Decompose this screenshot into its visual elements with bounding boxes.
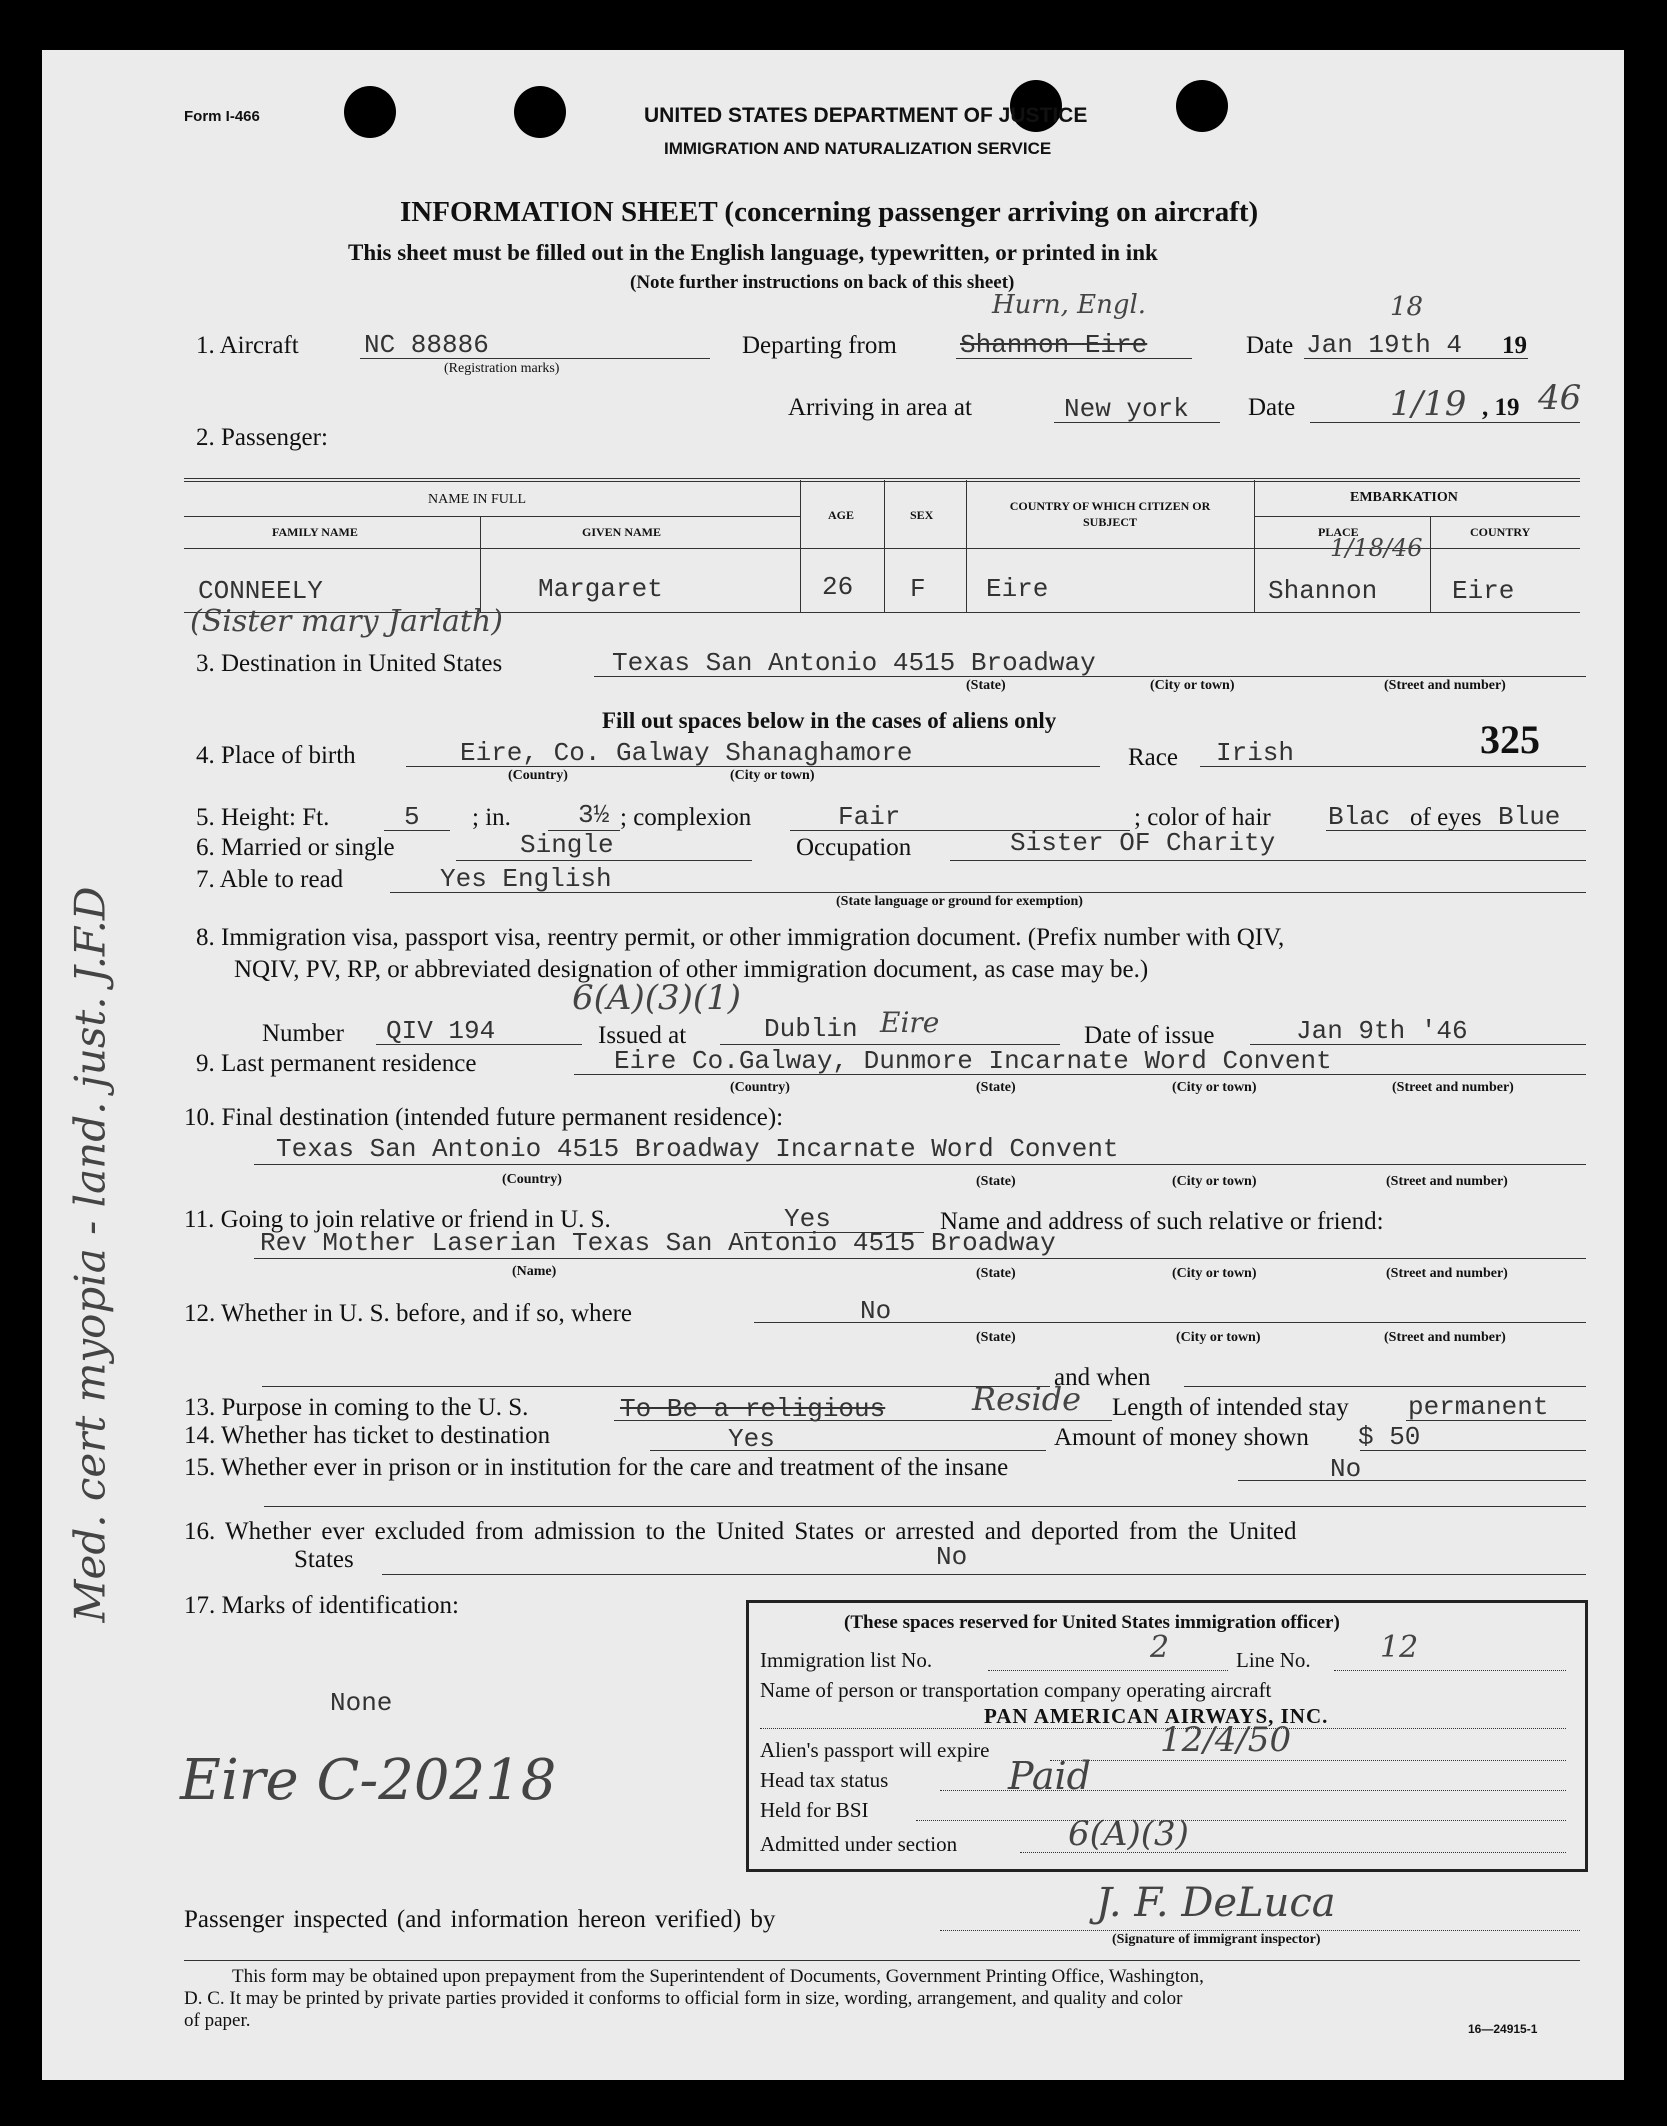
embark-place-header: PLACE — [1318, 525, 1359, 539]
given-name-value: Margaret — [538, 574, 663, 604]
head-tax-label: Head tax status — [760, 1768, 889, 1792]
date-of-issue-label: Date of issue — [1084, 1022, 1215, 1049]
depart-date-hand: 18 — [1390, 292, 1424, 322]
race-line — [1200, 766, 1586, 767]
citizenship-header: COUNTRY OF WHICH CITIZEN OR SUBJECT — [1009, 499, 1211, 529]
stay-value: permanent — [1408, 1392, 1549, 1422]
eyes-value: Blue — [1498, 802, 1561, 832]
visa-number-label: Number — [262, 1020, 344, 1047]
destination-value: Texas San Antonio 4515 Broadway — [612, 648, 1096, 678]
last-residence-line — [574, 1074, 1586, 1075]
family-name-value: CONNEELY — [198, 576, 323, 606]
hair-eyes-line — [1326, 830, 1586, 831]
head-tax-hand: Paid — [1008, 1754, 1091, 1798]
ticket-line — [650, 1450, 1046, 1451]
passenger-label: 2. Passenger: — [196, 424, 328, 451]
visa-section-hand: 6(A)(3)(1) — [572, 978, 742, 1018]
embark-place-value: Shannon — [1268, 576, 1378, 606]
admitted-section-label: Admitted under section — [760, 1832, 958, 1856]
religious-name-hand: (Sister mary Jarlath) — [190, 604, 503, 639]
issued-at-value: Dublin — [764, 1014, 858, 1044]
final-destination-label: 10. Final destination (intended future permanent residence): — [184, 1104, 784, 1131]
name-in-full-header: NAME IN FULL — [428, 492, 526, 507]
visa-number-value: QIV 194 — [386, 1016, 496, 1046]
able-to-read-label: 7. Able to read — [196, 866, 344, 893]
birthplace-country-caption: (Country) — [508, 768, 568, 783]
immigration-list-hand: 2 — [1150, 1630, 1170, 1665]
table-col-divider — [1430, 516, 1431, 612]
purpose-value: To Be a religious — [620, 1394, 886, 1424]
registration-caption: (Registration marks) — [444, 361, 560, 376]
inspector-caption: (Signature of immigrant inspector) — [1112, 1932, 1321, 1947]
line-no-label: Line No. — [1236, 1648, 1311, 1672]
birthplace-value: Eire, Co. Galway Shanaghamore — [460, 738, 913, 768]
punch-hole — [514, 86, 566, 138]
age-header: AGE — [828, 508, 855, 522]
embark-country-value: Eire — [1452, 576, 1515, 606]
form-title: INFORMATION SHEET (concerning passenger arriving on aircraft) — [400, 196, 1259, 228]
arrive-year-hand: 46 — [1538, 378, 1582, 418]
occupation-line — [950, 860, 1586, 861]
held-bsi-label: Held for BSI — [760, 1798, 869, 1822]
hair-label: ; color of hair — [1134, 804, 1271, 831]
final-destination-line — [254, 1164, 1586, 1165]
visa-number-line — [376, 1044, 582, 1045]
relative-state-caption: (State) — [976, 1266, 1016, 1281]
destination-state-caption: (State) — [966, 678, 1006, 693]
depart-date-label: Date — [1246, 332, 1294, 359]
table-col-divider — [480, 516, 481, 612]
relative-street-caption: (Street and number) — [1386, 1266, 1508, 1281]
depart-date-line — [1304, 358, 1528, 359]
previously-street-caption: (Street and number) — [1384, 1330, 1506, 1345]
last-residence-state-caption: (State) — [976, 1080, 1016, 1095]
marital-line — [456, 860, 752, 861]
marital-label: 6. Married or single — [196, 834, 395, 861]
embarkation-header: EMBARKATION — [1350, 490, 1458, 505]
aircraft-label: 1. Aircraft — [196, 332, 299, 359]
identification-label: 17. Marks of identification: — [184, 1592, 459, 1619]
held-bsi-line — [916, 1820, 1566, 1821]
last-residence-value: Eire Co.Galway, Dunmore Incarnate Word Convent — [614, 1046, 1332, 1076]
birthplace-line — [406, 766, 1100, 767]
sex-header: SEX — [910, 508, 934, 522]
head-tax-line — [940, 1790, 1566, 1791]
family-name-header: FAMILY NAME — [272, 525, 358, 539]
height-feet-line — [384, 830, 450, 831]
issued-at-label: Issued at — [598, 1022, 687, 1049]
birthplace-label: 4. Place of birth — [196, 742, 356, 769]
hair-value: Blac — [1328, 802, 1391, 832]
aliens-only-heading: Fill out spaces below in the cases of aliens only — [602, 708, 1057, 733]
arriving-line — [1054, 422, 1220, 423]
departing-line — [956, 358, 1192, 359]
arrive-date-label: Date — [1248, 394, 1296, 421]
money-value: $ 50 — [1358, 1422, 1421, 1452]
footer-line1: This form may be obtained upon prepayment from the Superintendent of Documents, Government Printing Office, Washington, — [232, 1966, 1204, 1987]
aircraft-value: NC 88886 — [364, 330, 489, 360]
stamped-number: 325 — [1480, 717, 1540, 762]
last-residence-city-caption: (City or town) — [1172, 1080, 1257, 1095]
embark-date-hand: 1/18/46 — [1330, 534, 1423, 562]
previously-state-caption: (State) — [976, 1330, 1016, 1345]
final-destination-city-caption: (City or town) — [1172, 1174, 1257, 1189]
date-of-issue-line — [1250, 1044, 1586, 1045]
inspector-signature-line — [940, 1930, 1580, 1931]
identification-hand: Eire C-20218 — [180, 1748, 557, 1813]
aircraft-line — [360, 358, 710, 359]
and-when-label: and when — [1054, 1364, 1151, 1391]
arrive-year-prefix: , 19 — [1482, 394, 1520, 421]
table-col-divider — [966, 480, 967, 612]
depart-year-prefix: 19 — [1502, 332, 1527, 359]
final-destination-state-caption: (State) — [976, 1174, 1016, 1189]
race-label: Race — [1128, 744, 1178, 771]
excluded-line — [382, 1574, 1586, 1575]
line-no-hand: 12 — [1380, 1630, 1419, 1665]
previously-in-us-value: No — [860, 1296, 892, 1326]
excluded-label-line1: 16. Whether ever excluded from admission to the United States or arrested and deported from the United — [184, 1518, 1297, 1545]
passport-expire-hand: 12/4/50 — [1160, 1720, 1292, 1760]
table-col-divider — [800, 480, 801, 612]
depart-date-value: Jan 19th 4 — [1306, 330, 1463, 360]
purpose-label: 13. Purpose in coming to the U. S. — [184, 1394, 529, 1421]
and-when-line — [1184, 1386, 1586, 1387]
departing-struck: Shannon Eire — [960, 330, 1148, 360]
arriving-value: New york — [1064, 394, 1189, 424]
stay-label: Length of intended stay — [1112, 1394, 1349, 1421]
punch-hole — [1176, 80, 1228, 132]
relative-value: Rev Mother Laserian Texas San Antonio 4515 Broadway — [260, 1228, 1056, 1258]
excluded-label-line2: States — [294, 1546, 354, 1573]
relative-line — [254, 1258, 1586, 1259]
complexion-value: Fair — [838, 802, 901, 832]
embark-country-header: COUNTRY — [1470, 525, 1531, 539]
officer-box-title: (These spaces reserved for United States immigration officer) — [844, 1612, 1340, 1633]
admitted-section-line — [1020, 1852, 1566, 1853]
last-residence-country-caption: (Country) — [730, 1080, 790, 1095]
table-subheader-rule — [184, 516, 800, 517]
previously-city-caption: (City or town) — [1176, 1330, 1261, 1345]
citizen-value: Eire — [986, 574, 1049, 604]
line-no-line — [1334, 1670, 1566, 1671]
passport-expire-line — [1050, 1760, 1566, 1761]
final-destination-value: Texas San Antonio 4515 Broadway Incarnate Word Convent — [276, 1134, 1119, 1164]
footer-rule — [184, 1960, 1580, 1961]
join-relative-value: Yes — [784, 1204, 831, 1234]
purpose-hand: Reside — [972, 1380, 1082, 1418]
inspected-label: Passenger inspected (and information hereon verified) by — [184, 1906, 776, 1933]
form-code: 16—24915-1 — [1468, 2022, 1538, 2036]
height-inches-label: ; in. — [472, 804, 511, 831]
final-destination-street-caption: (Street and number) — [1386, 1174, 1508, 1189]
relative-name-label: Name and address of such relative or friend: — [940, 1208, 1384, 1235]
final-destination-country-caption: (Country) — [502, 1172, 562, 1187]
destination-city-caption: (City or town) — [1150, 678, 1235, 693]
identification-value: None — [330, 1688, 393, 1718]
excluded-value: No — [936, 1542, 968, 1572]
company-stamp: PAN AMERICAN AIRWAYS, INC. — [984, 1704, 1329, 1728]
ticket-label: 14. Whether has ticket to destination — [184, 1422, 551, 1449]
age-value: 26 — [822, 572, 854, 602]
form-instruction: This sheet must be filled out in the English language, typewritten, or printed in ink — [348, 240, 1158, 265]
footer-line3: of paper. — [184, 2010, 251, 2031]
departing-hand: Hurn, Engl. — [992, 290, 1147, 320]
money-line — [1360, 1450, 1586, 1451]
purpose-line — [614, 1420, 1112, 1421]
immigration-list-label: Immigration list No. — [760, 1648, 933, 1672]
table-top-rule — [184, 478, 1580, 482]
issued-at-line — [720, 1044, 1060, 1045]
margin-note-hand: Med. cert myopia - land. just. J.F.D — [65, 886, 115, 1623]
prison-line — [1238, 1480, 1586, 1481]
passport-expire-label: Alien's passport will expire — [760, 1738, 990, 1762]
able-to-read-line — [390, 892, 1586, 893]
issued-at-hand: Eire — [880, 1006, 940, 1039]
height-label: 5. Height: Ft. — [196, 804, 330, 831]
visa-instruction-line1: 8. Immigration visa, passport visa, reentry permit, or other immigration document. (Prefix number with QIV, — [196, 924, 1285, 951]
relative-city-caption: (City or town) — [1172, 1266, 1257, 1281]
form-note: (Note further instructions on back of this sheet) — [630, 272, 1015, 293]
occupation-value: Sister OF Charity — [1010, 828, 1276, 858]
destination-street-caption: (Street and number) — [1384, 678, 1506, 693]
table-subheader-rule — [1254, 516, 1580, 517]
occupation-label: Occupation — [796, 834, 912, 861]
prison-line-2 — [264, 1506, 1586, 1507]
visa-instruction-line2: NQIV, PV, RP, or abbreviated designation of other immigration document, as case may be.) — [234, 956, 1149, 983]
inspector-signature: J. F. DeLuca — [1096, 1880, 1336, 1926]
marital-value: Single — [520, 830, 614, 860]
company-label: Name of person or transportation company operating aircraft — [760, 1678, 1272, 1702]
destination-label: 3. Destination in United States — [196, 650, 503, 677]
height-inches-value: 3½ — [578, 800, 610, 830]
relative-name-caption: (Name) — [512, 1264, 557, 1279]
eyes-label: of eyes — [1410, 804, 1482, 831]
table-col-divider — [1254, 480, 1255, 612]
prison-value: No — [1330, 1454, 1362, 1484]
money-label: Amount of money shown — [1054, 1424, 1309, 1451]
service-heading: IMMIGRATION AND NATURALIZATION SERVICE — [664, 139, 1052, 158]
arriving-label: Arriving in area at — [788, 394, 972, 421]
table-col-divider — [884, 480, 885, 612]
race-value: Irish — [1216, 738, 1295, 768]
given-name-header: GIVEN NAME — [582, 525, 662, 539]
form-number: Form I-466 — [184, 108, 260, 125]
immigration-list-line — [988, 1670, 1228, 1671]
last-residence-label: 9. Last permanent residence — [196, 1050, 477, 1077]
previously-when-line — [262, 1386, 1050, 1387]
previously-in-us-label: 12. Whether in U. S. before, and if so, where — [184, 1300, 633, 1327]
date-of-issue-value: Jan 9th '46 — [1296, 1016, 1468, 1046]
birthplace-city-caption: (City or town) — [730, 768, 815, 783]
height-feet-value: 5 — [404, 802, 420, 832]
destination-line — [594, 676, 1586, 677]
footer-line2: D. C. It may be printed by private parties provided it conforms to official form in size, wording, arrangement, and quality and color — [184, 1988, 1183, 2009]
complexion-label: ; complexion — [620, 804, 752, 831]
departing-label: Departing from — [742, 332, 897, 359]
stay-line — [1406, 1420, 1586, 1421]
sex-value: F — [910, 574, 926, 604]
previously-in-us-line — [754, 1322, 1586, 1323]
prison-label: 15. Whether ever in prison or in institution for the care and treatment of the insane — [184, 1454, 1009, 1481]
able-to-read-caption: (State language or ground for exemption) — [836, 894, 1083, 909]
able-to-read-value: Yes English — [440, 864, 612, 894]
last-residence-street-caption: (Street and number) — [1392, 1080, 1514, 1095]
arrive-date-line — [1310, 422, 1580, 423]
arrive-date-hand: 1/19 — [1390, 384, 1467, 424]
ticket-value: Yes — [728, 1424, 775, 1454]
join-relative-label: 11. Going to join relative or friend in U. S. — [184, 1206, 611, 1233]
admitted-section-hand: 6(A)(3) — [1068, 1814, 1189, 1854]
department-heading: UNITED STATES DEPARTMENT OF JUSTICE — [644, 104, 1088, 127]
punch-hole — [344, 86, 396, 138]
